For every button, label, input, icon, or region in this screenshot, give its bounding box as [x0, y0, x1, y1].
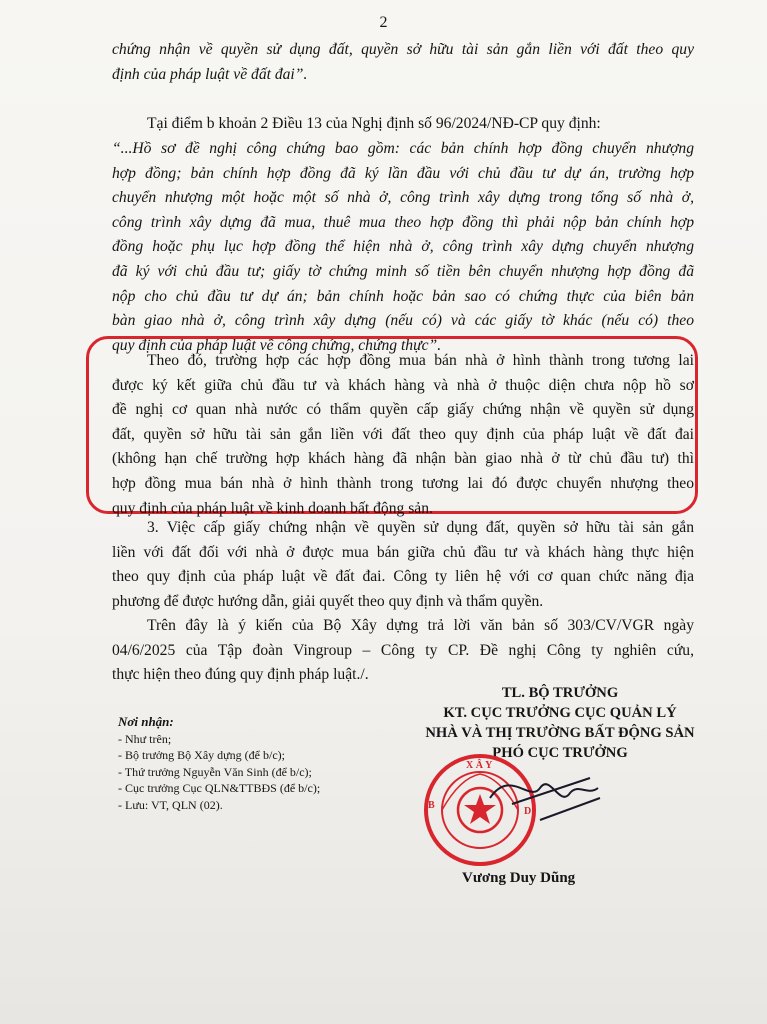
text-line: 3. Việc cấp giấy chứng nhận về quyền sử dụng đất, quyền sở hữu tài sản gắn — [147, 519, 694, 536]
official-seal-icon — [420, 748, 640, 873]
recipient-item: - Thứ trưởng Nguyễn Văn Sinh (để b/c); — [118, 764, 312, 779]
signature-line-4: PHÓ CỤC TRƯỞNG — [492, 745, 628, 761]
text-line: phương để được hướng dẫn, giải quyết theo quy định và thẩm quyền. — [112, 592, 544, 610]
closing-paragraph — [112, 614, 694, 688]
signature-line-3: NHÀ VÀ THỊ TRƯỜNG BẤT ĐỘNG SẢN — [425, 725, 695, 741]
text-line: “...Hồ sơ đề nghị công chứng bao gồm: các bản chính hợp đồng chuyển nhượng — [112, 140, 694, 157]
text-line: (không hạn chế trường hợp khách hàng đã nhận bàn giao nhà ở từ chủ đầu tư) thì — [112, 450, 694, 468]
text-line: định của pháp luật về đất đai”. — [112, 65, 308, 83]
svg-text:D: D — [524, 806, 532, 817]
text-line: Tại điểm b khoản 2 Điều 13 của Nghị định số 96/2024/NĐ-CP quy định: — [147, 115, 601, 132]
text-line: đề nghị cơ quan nhà nước có thẩm quyền cấp giấy chứng nhận về quyền sử dụng — [112, 401, 694, 419]
text-line: đất, quyền sở hữu tài sản gắn liền với đất theo quy định của pháp luật về đất đai — [112, 425, 694, 443]
recipients-title: Nơi nhận: — [118, 714, 174, 729]
signature-line-1: TL. BỘ TRƯỞNG — [501, 685, 619, 701]
text-line: nộp cho chủ đầu tư dự án; bản chính hoặc bản sao có chứng thực của biên bản — [112, 287, 694, 305]
signature-line-2: KT. CỤC TRƯỞNG CỤC QUẢN LÝ — [443, 705, 677, 721]
recipient-item: - Bộ trưởng Bộ Xây dựng (để b/c); — [118, 748, 285, 762]
text-line: công trình xây dựng đã mua, thuê mua theo hợp đồng thì phải nộp bản chính hợp — [112, 213, 694, 231]
section-3-paragraph — [112, 516, 694, 614]
decree-quote — [112, 137, 694, 358]
page-number: 2 — [379, 14, 388, 31]
recipients-list — [118, 714, 320, 813]
text-line: Theo đó, trường hợp các hợp đồng mua bán nhà ở hình thành trong tương lai — [147, 352, 694, 369]
text-line: liền với đất đối với nhà ở được mua bán giữa chủ đầu tư và khách hàng thực hiện — [112, 543, 694, 561]
text-line: hợp đồng; bản chính hợp đồng đã ký lần đầu với chủ đầu tư dự án, trường hợp — [112, 164, 694, 182]
text-line: 04/6/2025 của Tập đoàn Vingroup – Công ty CP. Đề nghị Công ty nghiên cứu, — [112, 641, 694, 659]
text-line: theo quy định của pháp luật về đất đai. Công ty liên hệ với cơ quan chức năng địa — [112, 568, 694, 586]
text-line: hợp đồng mua bán nhà ở hình thành trong tương lai đó được chuyển nhượng theo — [112, 474, 694, 492]
decree-reference — [112, 112, 694, 137]
text-line: được ký kết giữa chủ đầu tư và khách hàng và nhà ở thuộc diện chưa nộp hồ sơ — [112, 376, 694, 394]
highlighted-paragraph — [112, 349, 694, 521]
recipient-item: - Cục trưởng Cục QLN&TTBĐS (để b/c); — [118, 781, 321, 795]
recipient-item: - Như trên; — [118, 731, 172, 746]
text-line: bàn giao nhà ở, công trình xây dựng (nếu có) và các giấy tờ khác (nếu có) theo — [112, 312, 694, 330]
text-line: chuyển nhượng một hoặc một số nhà ở, công trình xây dựng trong tổng số nhà ở, — [112, 189, 694, 207]
text-line: quy định của pháp luật về công chứng, chứng thực”. — [112, 336, 442, 354]
signer-name: Vương Duy Dũng — [462, 870, 576, 886]
text-line: chứng nhận về quyền sử dụng đất, quyền sở hữu tài sản gắn liền với đất theo quy — [112, 41, 694, 58]
text-line: thực hiện theo đúng quy định pháp luật./. — [112, 666, 369, 684]
recipient-item: - Lưu: VT, QLN (02). — [118, 797, 223, 812]
quote-continuation — [112, 38, 694, 87]
text-line: đồng hoặc phụ lục hợp đồng thể hiện nhà ở, công trình xây dựng chuyển nhượng — [112, 238, 694, 256]
text-line: Trên đây là ý kiến của Bộ Xây dựng trả lời văn bản số 303/CV/VGR ngày — [147, 617, 694, 634]
text-line: đã ký với chủ đầu tư; giấy tờ chứng minh số tiền bên chuyển nhượng hợp đồng đã — [112, 262, 694, 280]
text-line: quy định của pháp luật về kinh doanh bất động sản. — [112, 499, 433, 517]
svg-text:B: B — [428, 800, 435, 811]
svg-text:X Â Y: X Â Y — [466, 760, 493, 771]
